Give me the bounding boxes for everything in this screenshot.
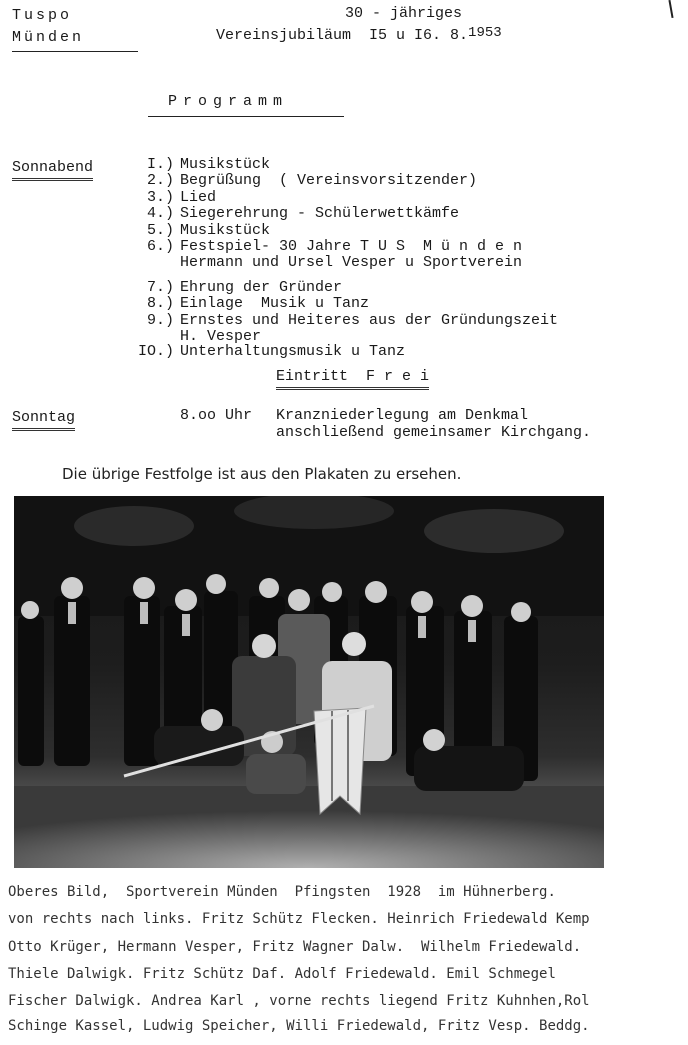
caption-line: Oberes Bild, Sportverein Münden Pfingsten 1928 im Hühnerberg. bbox=[8, 884, 556, 900]
caption-line: Otto Krüger, Hermann Vesper, Fritz Wagner Dalw. Wilhelm Friedewald. bbox=[8, 939, 582, 955]
program-item-text: Festspiel- 30 Jahre T U S M ü n d e n bbox=[180, 238, 523, 255]
jubilee-line1: 30 - jähriges bbox=[345, 5, 463, 22]
caption-line: Thiele Dalwigk. Fritz Schütz Daf. Adolf Friedewald. Emil Schmegel bbox=[8, 966, 556, 982]
remaining-program-note: Die übrige Festfolge ist aus den Plakaten zu ersehen. bbox=[62, 465, 462, 483]
program-item-text: Musikstück bbox=[180, 156, 271, 173]
program-item-text: Begrüßung ( Vereinsvorsitzender) bbox=[180, 172, 478, 189]
sunday-line2: anschließend gemeinsamer Kirchgang. bbox=[276, 424, 592, 441]
club-underline bbox=[12, 51, 138, 52]
jubilee-year: 1953 bbox=[468, 25, 502, 41]
program-title-underline bbox=[148, 116, 344, 117]
jubilee-dates: Vereinsjubiläum I5 u I6. 8. bbox=[216, 27, 469, 44]
program-item-number: 5.) bbox=[146, 222, 174, 239]
saturday-label: Sonnabend bbox=[12, 160, 93, 181]
group-photo-icon bbox=[14, 496, 604, 868]
program-item-text: Ehrung der Gründer bbox=[180, 279, 343, 296]
program-item-text: Einlage Musik u Tanz bbox=[180, 295, 370, 312]
program-item-text: H. Vesper bbox=[180, 328, 262, 345]
program-item-number: I.) bbox=[146, 156, 174, 173]
program-item-text: Unterhaltungsmusik u Tanz bbox=[180, 343, 406, 360]
program-item-text: Ernstes und Heiteres aus der Gründungszeit bbox=[180, 312, 559, 329]
jubilee-line2 bbox=[216, 25, 502, 44]
program-item-text: Lied bbox=[180, 189, 217, 206]
program-item-number: 4.) bbox=[146, 205, 174, 222]
program-item-number: 9.) bbox=[146, 312, 174, 329]
program-item-number: 3.) bbox=[146, 189, 174, 206]
sunday-time: 8.oo Uhr bbox=[180, 407, 253, 424]
caption-line: von rechts nach links. Fritz Schütz Flecken. Heinrich Friedewald Kemp bbox=[8, 911, 590, 927]
club-name-line2: Münden bbox=[12, 29, 85, 46]
program-item-number: 6.) bbox=[146, 238, 174, 255]
program-item-text: Hermann und Ursel Vesper u Sportverein bbox=[180, 254, 523, 271]
program-item-number: 2.) bbox=[146, 172, 174, 189]
program-item-text: Siegerehrung - Schülerwettkämfe bbox=[180, 205, 460, 222]
program-item-text: Musikstück bbox=[180, 222, 271, 239]
program-title: Programm bbox=[168, 93, 289, 110]
sunday-line1: Kranzniederlegung am Denkmal bbox=[276, 407, 529, 424]
sunday-label: Sonntag bbox=[12, 410, 75, 431]
pen-mark bbox=[668, 0, 673, 18]
program-item-number: IO.) bbox=[137, 343, 174, 360]
program-item-number: 8.) bbox=[146, 295, 174, 312]
admission-free: Eintritt F r e i bbox=[276, 369, 429, 390]
caption-line: Fischer Dalwigk. Andrea Karl , vorne rechts liegend Fritz Kuhnhen,Rol bbox=[8, 993, 590, 1009]
club-name-line1: Tuspo bbox=[12, 7, 73, 24]
caption-line: Schinge Kassel, Ludwig Speicher, Willi Friedewald, Fritz Vesp. Beddg. bbox=[8, 1018, 590, 1034]
program-item-number: 7.) bbox=[146, 279, 174, 296]
